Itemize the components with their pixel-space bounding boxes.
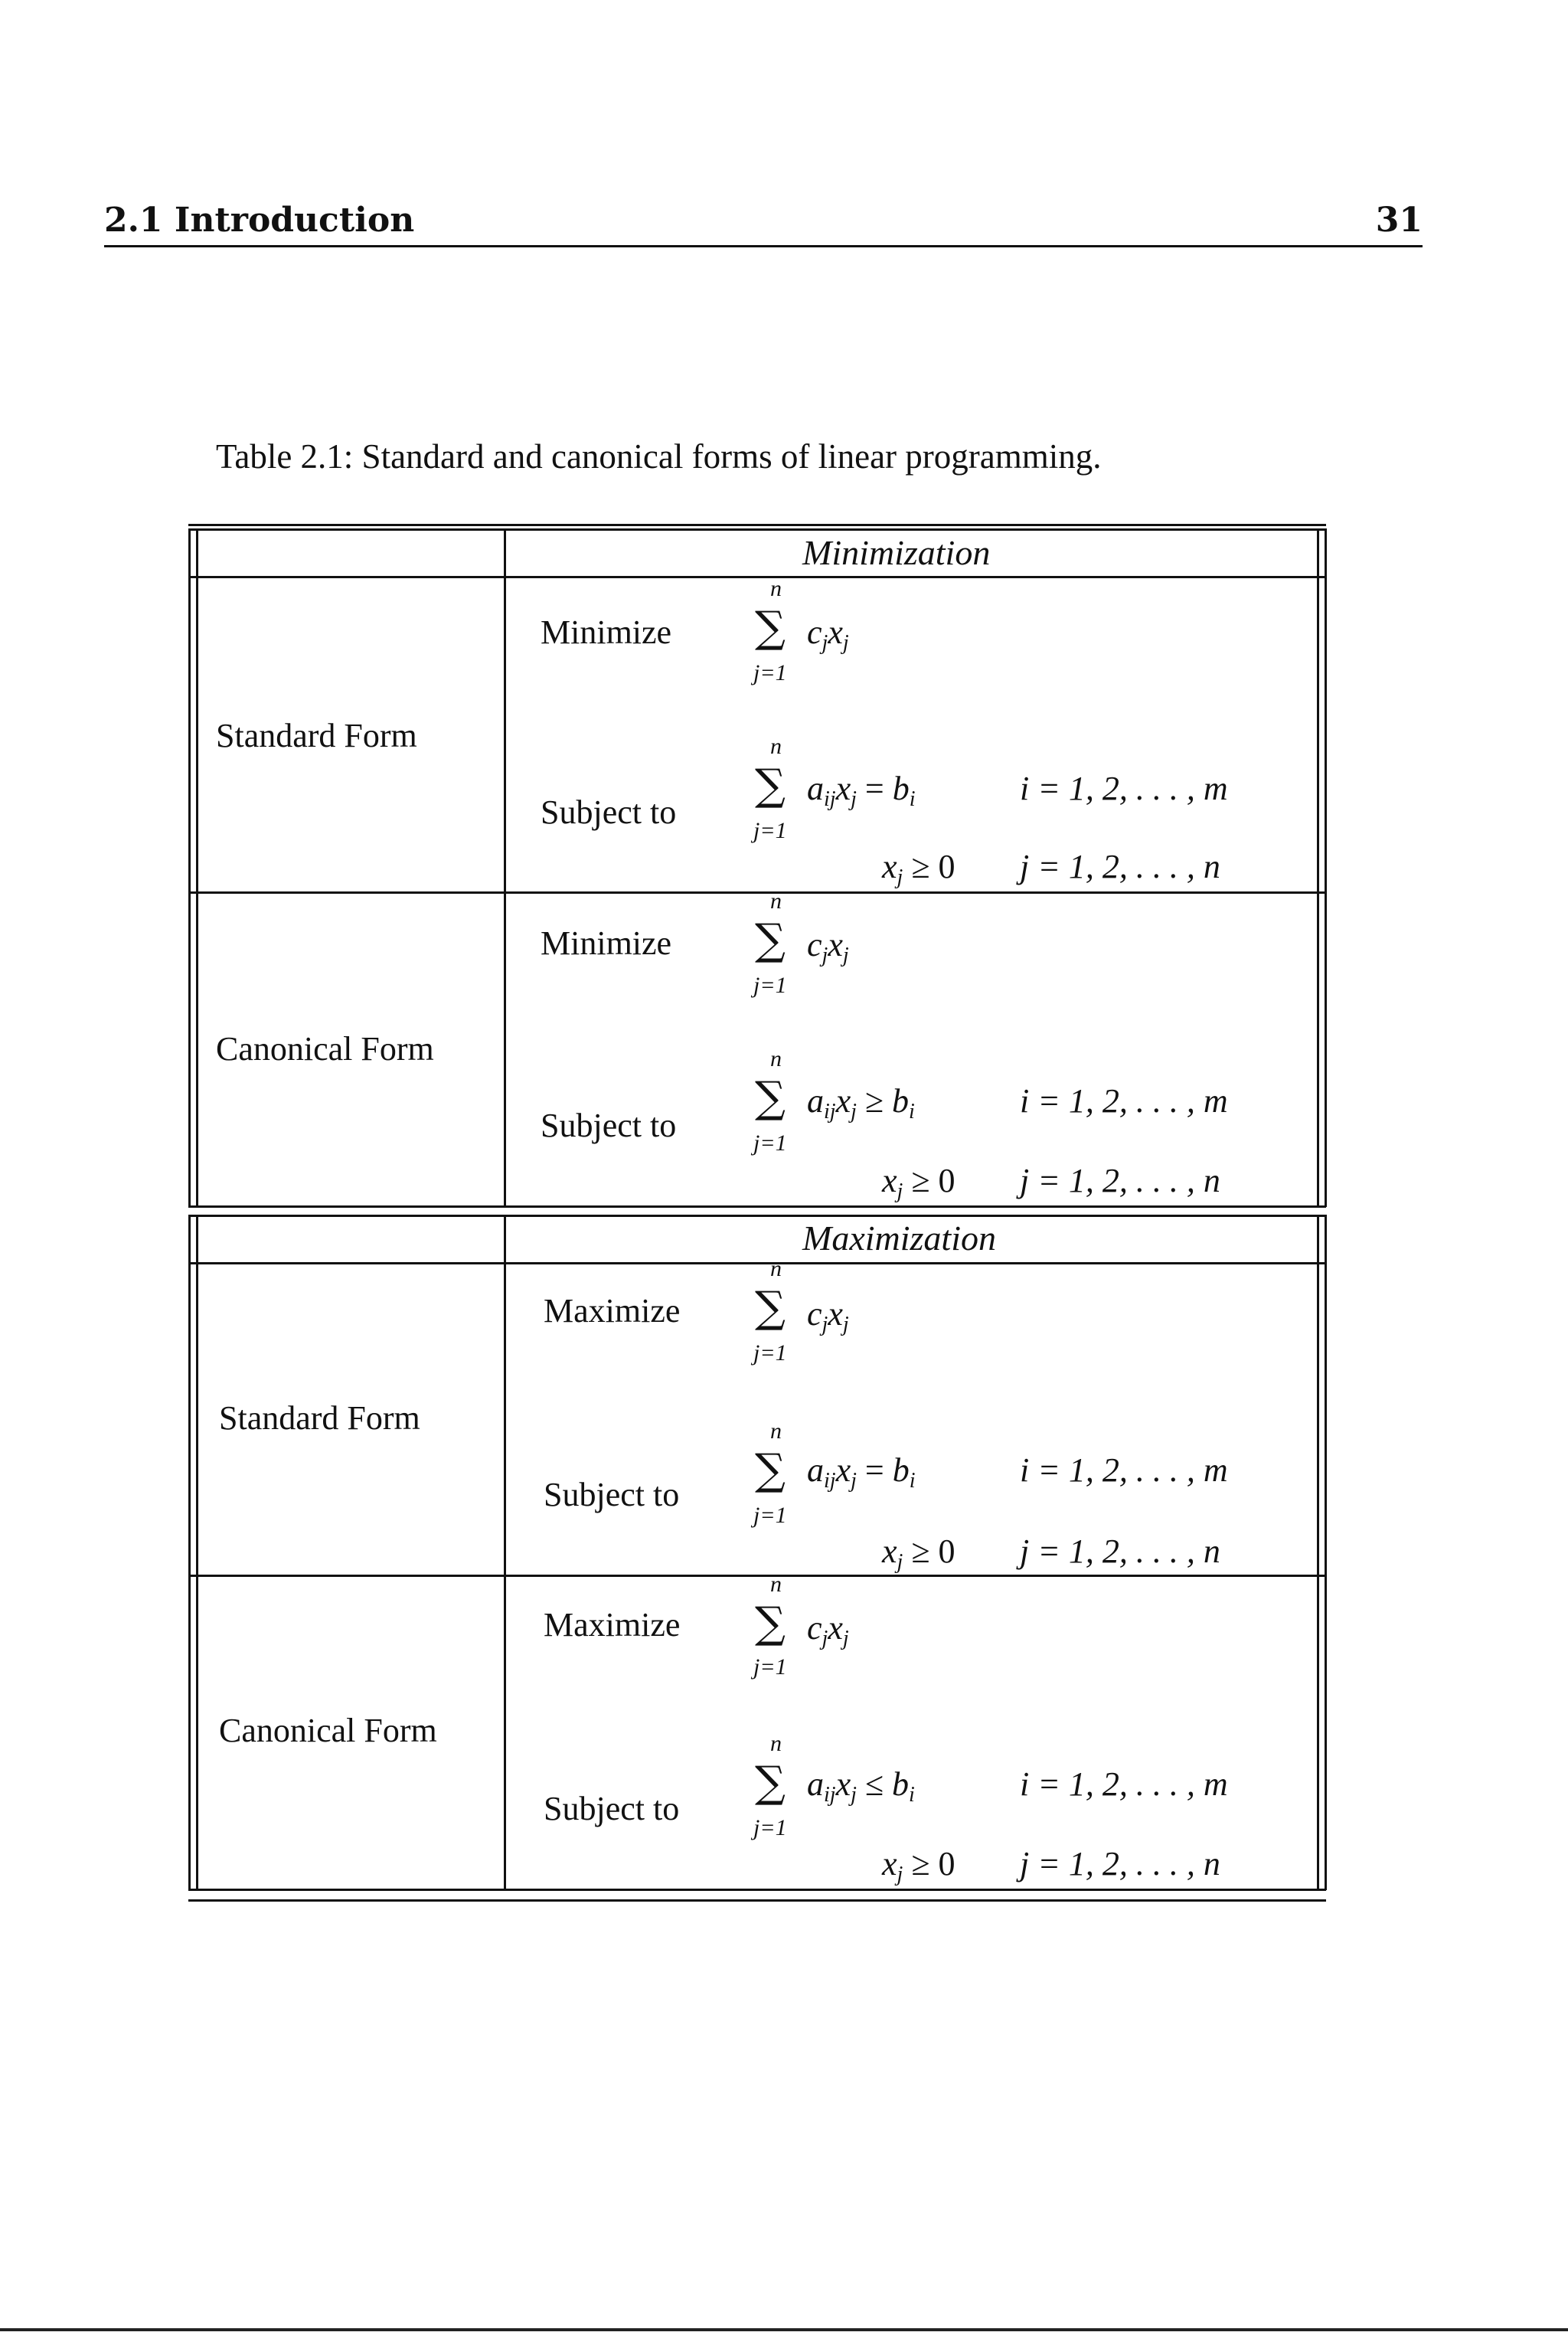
sum-upper: n [770, 1046, 782, 1071]
sum-symbol: ∑ [755, 1598, 786, 1648]
rule [188, 1899, 1326, 1902]
nonnegativity: $x_j \ge 0$ [882, 1162, 956, 1203]
running-head [104, 201, 1423, 247]
sum-upper: n [770, 888, 782, 914]
sum-upper: n [770, 576, 782, 601]
index-range-j: j = 1, 2, . . . , n [1020, 1532, 1220, 1570]
index-range-j: j = 1, 2, . . . , n [1020, 1845, 1220, 1882]
sum-symbol: ∑ [755, 603, 786, 653]
rhs: b [892, 1765, 910, 1803]
index-range-j: j = 1, 2, . . . , n [1020, 848, 1220, 885]
sum-upper: n [770, 1731, 782, 1756]
scan-edge [0, 2328, 1568, 2331]
constraint-expression: $a_{ij}x_j \le b_i$ [807, 1765, 915, 1807]
rule [1325, 528, 1327, 1207]
objective-label: Maximize [544, 1606, 681, 1644]
sum-lower: j=1 [753, 1130, 787, 1156]
sum-symbol: ∑ [755, 1758, 786, 1807]
rule [188, 1215, 191, 1890]
rule [188, 1262, 1326, 1264]
sum-lower: j=1 [753, 660, 787, 685]
sum-upper: n [770, 1418, 782, 1444]
rule [188, 524, 1326, 526]
rule [188, 891, 1326, 894]
objective-expression: $c_jx_j$ [807, 1609, 849, 1650]
index-range-i: i = 1, 2, . . . , m [1020, 1451, 1228, 1489]
sum-symbol: ∑ [755, 1073, 786, 1123]
sum-upper: n [770, 1256, 782, 1281]
section-title: 2.1 Introduction [104, 201, 415, 240]
table-caption: Table 2.1: Standard and canonical forms of linear programming. [216, 437, 1102, 476]
relation: = [864, 770, 884, 807]
section-header-minimization: Minimization [802, 533, 991, 572]
row-label-standard-form: Standard Form [216, 717, 417, 754]
objective-label: Maximize [544, 1292, 681, 1330]
index-range-i: i = 1, 2, . . . , m [1020, 1082, 1228, 1120]
nonnegativity: $x_j \ge 0$ [882, 848, 956, 889]
rule [196, 528, 198, 1207]
sum-upper: n [770, 734, 782, 759]
rule [504, 1215, 506, 1890]
sum-lower: j=1 [753, 1815, 787, 1840]
rhs: b [892, 1451, 910, 1489]
rule [188, 528, 191, 1207]
nonnegativity: $x_j \ge 0$ [882, 1532, 956, 1574]
rule [1325, 1215, 1327, 1890]
relation: = [864, 1451, 884, 1489]
sum-lower: j=1 [753, 1503, 787, 1528]
sum-symbol: ∑ [755, 1283, 786, 1333]
sum-lower: j=1 [753, 973, 787, 998]
sum-lower: j=1 [753, 818, 787, 843]
relation: ≥ [864, 1082, 884, 1120]
sum-symbol: ∑ [755, 915, 786, 965]
row-label-standard-form: Standard Form [219, 1399, 420, 1437]
constraint-expression: $a_{ij}x_j = b_i$ [807, 1451, 916, 1493]
objective-expression: $c_jx_j$ [807, 926, 849, 967]
rule [188, 576, 1326, 578]
constraint-expression: $a_{ij}x_j \ge b_i$ [807, 1082, 915, 1124]
row-label-canonical-form: Canonical Form [216, 1030, 434, 1068]
page-number: 31 [1375, 201, 1423, 240]
sum-symbol: ∑ [755, 760, 786, 810]
constraint-label: Subject to [541, 1107, 677, 1144]
sum-upper: n [770, 1572, 782, 1597]
objective-label: Minimize [541, 613, 672, 651]
constraint-expression: $a_{ij}x_j = b_i$ [807, 770, 916, 811]
row-label-canonical-form: Canonical Form [219, 1712, 437, 1749]
section-header-maximization: Maximization [802, 1218, 996, 1258]
relation: ≤ [864, 1765, 884, 1803]
constraint-label: Subject to [544, 1790, 680, 1827]
rule [1317, 1215, 1319, 1890]
rule [188, 1205, 1326, 1208]
sum-symbol: ∑ [755, 1445, 786, 1495]
nonnegativity: $x_j \ge 0$ [882, 1845, 956, 1886]
rule [196, 1215, 198, 1890]
constraint-label: Subject to [544, 1476, 680, 1513]
rule [188, 1889, 1326, 1891]
sum-lower: j=1 [753, 1340, 787, 1366]
objective-label: Minimize [541, 924, 672, 962]
index-range-i: i = 1, 2, . . . , m [1020, 770, 1228, 807]
constraint-label: Subject to [541, 793, 677, 831]
sum-lower: j=1 [753, 1654, 787, 1680]
rule [504, 528, 506, 1207]
index-range-j: j = 1, 2, . . . , n [1020, 1162, 1220, 1199]
rule [188, 1215, 1326, 1217]
objective-expression: $c_jx_j$ [807, 1295, 849, 1336]
index-range-i: i = 1, 2, . . . , m [1020, 1765, 1228, 1803]
rule [188, 1575, 1326, 1577]
rule [188, 528, 1326, 531]
objective-expression: $c_jx_j$ [807, 613, 849, 655]
rule [1317, 528, 1319, 1207]
rhs: b [892, 1082, 910, 1120]
rhs: b [892, 770, 910, 807]
